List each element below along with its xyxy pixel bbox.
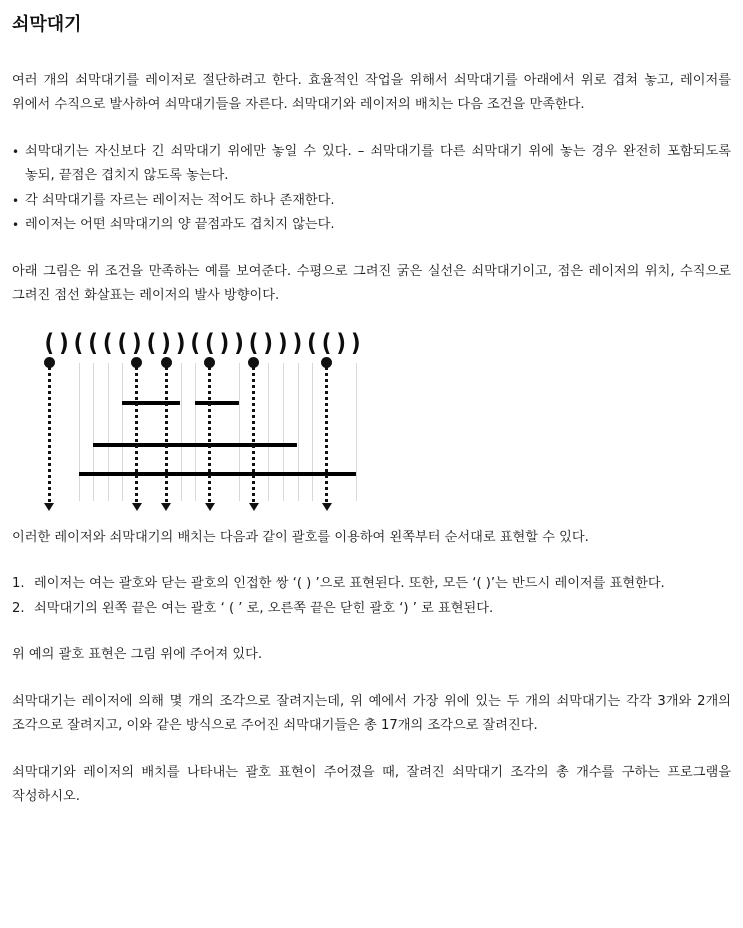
paren-char: ) [161, 328, 171, 357]
after-figure-paragraph: 이러한 레이저와 쇠막대기의 배치는 다음과 같이 괄호를 이용하여 왼쪽부터 순서대로 표현할 수 있다. [12, 529, 589, 545]
spacer [12, 238, 731, 260]
spacer [0, 36, 743, 69]
paren-char: ) [175, 328, 186, 357]
paren-char: ) [219, 328, 230, 357]
paren-char: ( [117, 328, 128, 357]
laser-beam [135, 367, 138, 503]
bar-endpoint-guide [108, 363, 109, 501]
laser-direction-arrow [161, 503, 171, 511]
intro-paragraph: 여러 개의 쇠막대기를 레이저로 절단하려고 한다. 효율적인 작업을 위해서 쇠막대기를 아래에서 위로 겹쳐 놓고, 레이저를 위에서 수직으로 발사하여 쇠막대기들을 자른다. 쇠막대기와 레이저의 배치는 다음 조건을 만족한다. [12, 72, 731, 113]
bar-endpoint-guide [298, 363, 299, 501]
note-paragraph: 위 예의 괄호 표현은 그림 위에 주어져 있다. [12, 647, 263, 663]
paren-char: ) [277, 328, 288, 357]
laser-beam [252, 367, 255, 503]
steel-bar [122, 401, 180, 405]
example-figure [12, 328, 412, 513]
paren-char: ) [292, 328, 303, 357]
paren-char: ( [248, 328, 259, 357]
laser-direction-arrow [322, 503, 332, 511]
paren-char: ) [263, 328, 273, 357]
representation-rules-list [12, 572, 731, 621]
bar-endpoint-guide [79, 363, 80, 501]
bar-endpoint-guide [312, 363, 313, 501]
bars-and-lasers-diagram [12, 355, 412, 513]
spacer [12, 550, 731, 572]
representation-rule-item: 쇠막대기의 왼쪽 끝은 여는 괄호 ‘ ( ’ 로, 오른쪽 끝은 닫힌 괄호 ‘) ’ 로 표현된다. [34, 600, 494, 616]
spacer [0, 513, 743, 526]
paren-char: ( [190, 328, 201, 357]
paren-char: ( [307, 328, 317, 357]
paren-char: ( [102, 328, 113, 357]
page-title: 쇠막대기 [12, 14, 82, 35]
paren-char: ( [73, 328, 84, 357]
paren-char: ) [350, 328, 361, 357]
laser-direction-arrow [249, 503, 259, 511]
steel-bar [195, 401, 239, 405]
paren-char: ( [88, 328, 98, 357]
task-paragraph: 쇠막대기와 레이저의 배치를 나타내는 괄호 표현이 주어졌을 때, 잘려진 쇠막대기 조각의 총 개수를 구하는 프로그램을 작성하시오. [12, 764, 731, 805]
figure-caption: 아래 그림은 위 조건을 만족하는 예를 보여준다. 수평으로 그려진 굵은 실선은 쇠막대기이고, 점은 레이저의 위치, 수직으로 그려진 점선 화살표는 레이저의 발사 방향이다. [12, 263, 731, 304]
laser-beam [208, 367, 211, 503]
bar-endpoint-guide [283, 363, 284, 501]
spacer [0, 309, 743, 331]
steel-bar [93, 443, 297, 447]
laser-direction-arrow [44, 503, 54, 511]
paren-char: ) [234, 328, 244, 357]
spacer [12, 118, 731, 140]
paren-char: ) [59, 328, 69, 357]
problem-body [12, 69, 731, 309]
bar-endpoint-guide [239, 363, 240, 501]
spacer [12, 668, 731, 690]
bar-endpoint-guide [195, 363, 196, 501]
paren-char: ) [336, 328, 346, 357]
laser-beam [325, 367, 328, 503]
representation-rule-item: 레이저는 여는 괄호와 닫는 괄호의 인접한 쌍 ‘( ) ’으로 표현된다. 또한, 모든 ‘( )’는 반드시 레이저를 표현한다. [34, 576, 665, 592]
bar-endpoint-guide [93, 363, 94, 501]
laser-direction-arrow [205, 503, 215, 511]
laser-beam [165, 367, 168, 503]
paren-char: ( [321, 328, 332, 357]
spacer [12, 621, 731, 643]
conditions-list [12, 140, 731, 238]
paren-char: ( [44, 328, 55, 357]
paren-string-row [42, 328, 363, 357]
spacer [12, 739, 731, 761]
condition-item: • 각 쇠막대기를 자르는 레이저는 적어도 하나 존재한다. [12, 189, 731, 214]
condition-item: • 레이저는 어떤 쇠막대기의 양 끝점과도 겹치지 않는다. [12, 213, 731, 238]
condition-item: • 쇠막대기는 자신보다 긴 쇠막대기 위에만 놓일 수 있다. – 쇠막대기를 다른 쇠막대기 위에 놓는 경우 완전히 포함되도록 놓되, 끝점은 겹치지 않도록 놓는다. [12, 140, 731, 189]
bar-endpoint-guide [356, 363, 357, 501]
explanation-paragraph: 쇠막대기는 레이저에 의해 몇 개의 조각으로 잘려지는데, 위 예에서 가장 위에 있는 두 개의 쇠막대기는 각각 3개와 2개의 조각으로 잘려지고, 이와 같은 방식으로 주어진 쇠막대기들은 총 17개의 조각으로 잘려진다. [12, 693, 731, 734]
bar-endpoint-guide [268, 363, 269, 501]
bar-endpoint-guide [122, 363, 123, 501]
laser-direction-arrow [132, 503, 142, 511]
paren-char: ( [146, 328, 157, 357]
steel-bar [312, 472, 356, 476]
bar-endpoint-guide [181, 363, 182, 501]
paren-char: ) [132, 328, 142, 357]
laser-beam [48, 367, 51, 503]
problem-body-lower [12, 526, 731, 810]
steel-bar [79, 472, 313, 476]
paren-char: ( [205, 328, 215, 357]
